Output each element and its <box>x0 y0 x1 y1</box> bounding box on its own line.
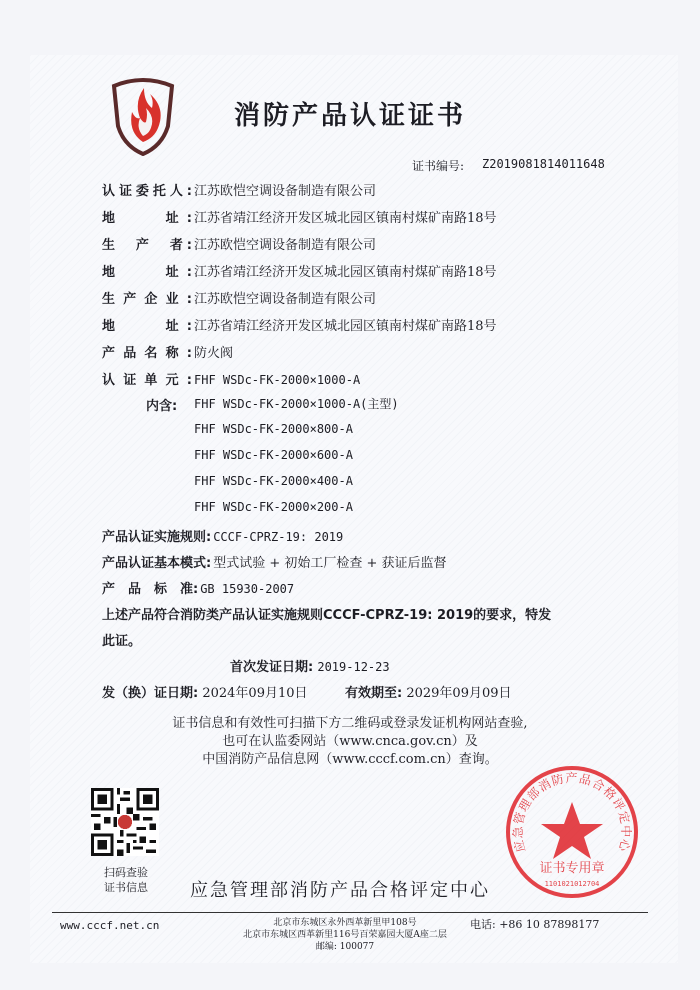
first-issue-date <box>230 656 390 675</box>
field-value: 江苏省靖江经济开发区城北园区镇南村煤矿南路18号 <box>194 265 497 280</box>
issuing-authority: 应急管理部消防产品合格评定中心 <box>190 880 490 901</box>
contents-item: FHF WSDc-FK-2000×400-A <box>194 474 353 488</box>
issue-date-label: 发（换）证日期: <box>102 686 199 701</box>
field-value: 防火阀 <box>194 346 234 361</box>
contents-item: FHF WSDc-FK-2000×600-A <box>194 448 353 462</box>
field-value: 江苏欧恺空调设备制造有限公司 <box>194 184 377 199</box>
valid-until-value: 2029年09月09日 <box>406 686 512 701</box>
cert-number-label: 证书编号: <box>412 159 465 173</box>
footer-divider <box>52 912 648 913</box>
field-label: 地 址: <box>102 211 192 226</box>
field-label: 产品认证实施规则: <box>102 530 212 545</box>
statement-line: 上述产品符合消防类产品认证实施规则CCCF-CPRZ-19: 2019的要求，特发 <box>102 608 552 623</box>
field-address-2 <box>102 261 497 281</box>
field-implementation-rule <box>102 526 343 546</box>
field-label: 地 址: <box>102 319 192 334</box>
valid-until <box>345 682 512 701</box>
field-entrusting-party <box>102 180 376 200</box>
statement-line: 此证。 <box>102 634 142 649</box>
field-label: 产品名称: <box>102 346 192 361</box>
verification-notice: 证书信息和有效性可扫描下方二维码或登录发证机构网站查验, <box>172 716 528 731</box>
field-product-name <box>102 342 233 362</box>
official-seal-icon <box>502 762 642 902</box>
field-value: 江苏欧恺空调设备制造有限公司 <box>194 238 377 253</box>
issue-date-value: 2024年09月10日 <box>202 686 308 701</box>
field-label: 认证单元: <box>102 373 192 388</box>
contents-item: FHF WSDc-FK-2000×800-A <box>194 422 353 436</box>
footer-website: www.cccf.net.cn <box>60 919 160 932</box>
field-manufacturer <box>102 288 376 308</box>
footer-address: 北京市东城区西革新里116号百荣嘉园大厦A座二层 <box>243 930 447 940</box>
seal-code: 1101021012704 <box>544 880 600 888</box>
footer-postcode: 邮编: 100077 <box>315 942 375 952</box>
field-cert-mode <box>102 552 447 572</box>
contents-label: 内含: <box>146 399 178 414</box>
verification-notice: 也可在认监委网站（www.cnca.gov.cn）及 <box>222 734 478 749</box>
qr-code-icon <box>91 788 159 856</box>
contents-item: FHF WSDc-FK-2000×1000-A(主型) <box>194 397 399 411</box>
field-product-standard <box>102 578 294 598</box>
field-label: 认证委托人: <box>102 184 192 199</box>
field-cert-unit <box>102 369 360 389</box>
issue-date <box>102 682 308 701</box>
field-label: 产品认证基本模式: <box>102 556 212 571</box>
field-value: 江苏欧恺空调设备制造有限公司 <box>194 292 377 307</box>
seal-center-text: 证书专用章 <box>539 861 605 876</box>
field-value: CCCF-CPRZ-19: 2019 <box>213 530 344 544</box>
qr-caption: 证书信息 <box>104 881 148 894</box>
qr-caption: 扫码查验 <box>104 866 148 879</box>
first-issue-value: 2019-12-23 <box>317 660 390 674</box>
first-issue-label: 首次发证日期: <box>230 660 314 675</box>
verification-notice: 中国消防产品信息网（www.cccf.com.cn）查询。 <box>202 752 498 767</box>
page-title: 消防产品认证证书 <box>234 101 467 131</box>
field-address-1 <box>102 207 497 227</box>
field-label: 生 产 者: <box>102 238 192 253</box>
field-value: 江苏省靖江经济开发区城北园区镇南村煤矿南路18号 <box>194 211 497 226</box>
seal-ring-text: 应急管理部消防产品合格评定中心 <box>510 771 634 854</box>
fire-emblem-icon <box>110 72 176 156</box>
field-value: FHF WSDc-FK-2000×1000-A <box>194 373 361 387</box>
field-value: 江苏省靖江经济开发区城北园区镇南村煤矿南路18号 <box>194 319 497 334</box>
footer-address: 北京市东城区永外西革新里甲108号 <box>273 918 417 928</box>
field-label: 产 品 标 准: <box>102 582 199 597</box>
field-value: GB 15930-2007 <box>200 582 295 596</box>
valid-until-label: 有效期至: <box>345 686 403 701</box>
field-value: 型式试验 + 初始工厂检查 + 获证后监督 <box>213 556 447 571</box>
footer-phone: 电话: +86 10 87898177 <box>470 918 600 931</box>
field-producer <box>102 234 376 254</box>
field-label: 生产企业: <box>102 292 192 307</box>
cert-number: Z2019081814011648 <box>482 157 605 171</box>
contents-item: FHF WSDc-FK-2000×200-A <box>194 500 353 514</box>
field-address-3 <box>102 315 497 335</box>
field-label: 地 址: <box>102 265 192 280</box>
